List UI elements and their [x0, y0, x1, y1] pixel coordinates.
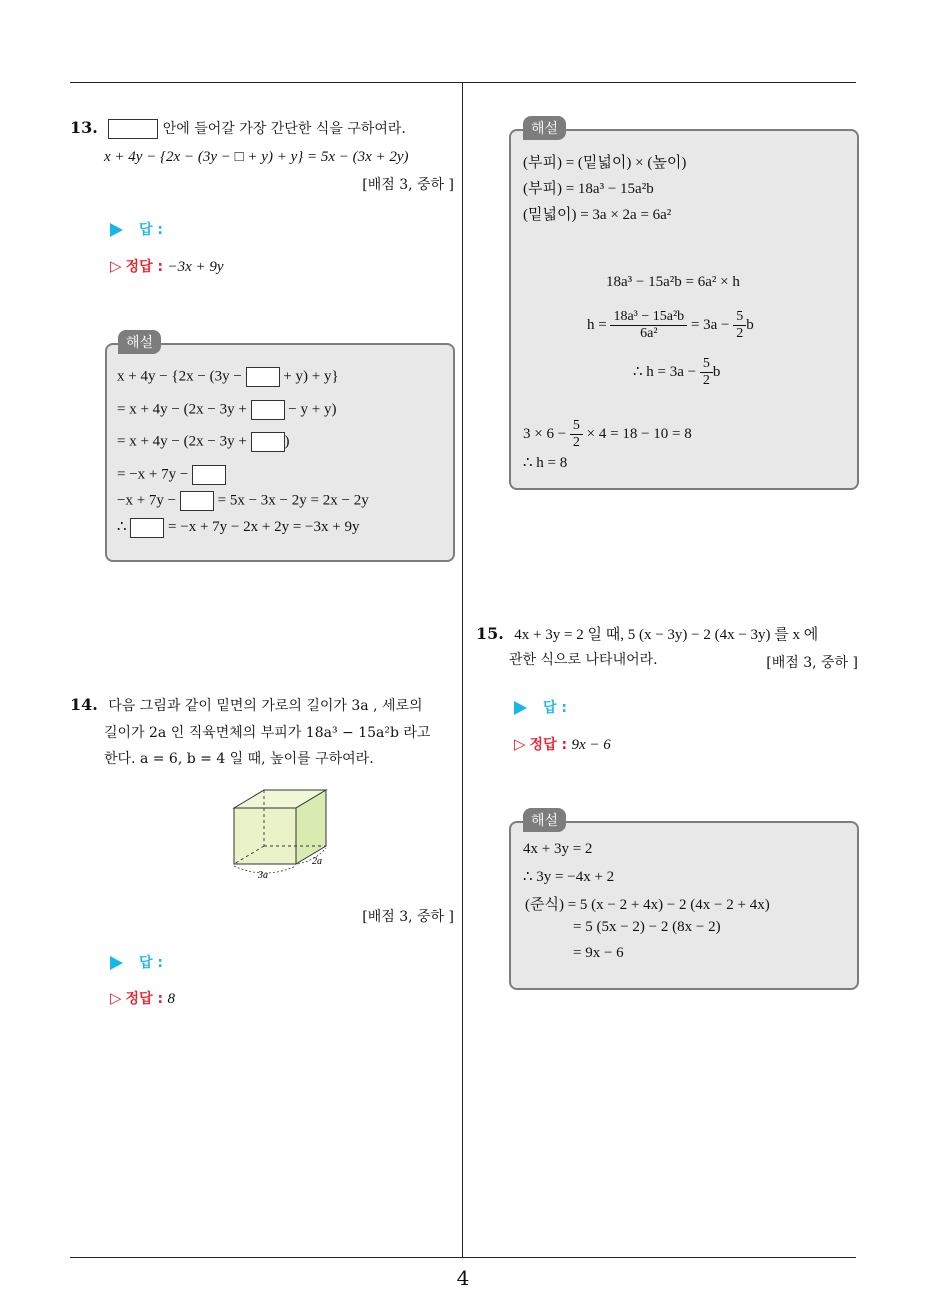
denominator: 6a² [640, 326, 658, 341]
question-15-answer [514, 697, 567, 717]
numerator: 18a³ − 15a²b [610, 309, 687, 326]
cuboid-front-face [234, 808, 296, 864]
solution-text: ∴ h = 3a − [633, 363, 697, 380]
solution-line: = 9x − 6 [573, 945, 624, 961]
answer-blank-box [251, 400, 285, 420]
solution-line [117, 432, 290, 452]
fraction [733, 309, 746, 342]
question-15-correct-answer [514, 734, 611, 754]
solution-text: = x + 4y − (2x − 3y + [117, 401, 247, 418]
solution-line [117, 517, 359, 538]
solution-line [117, 367, 339, 387]
solution-line: (밑넓이) = 3a × 2a = 6a² [523, 207, 672, 223]
solution-text: h = [587, 316, 607, 333]
solution-text: −x + 7y − [117, 492, 177, 509]
solution-tag: 해설 [523, 116, 566, 140]
correct-label: 정답 : [125, 991, 164, 1007]
expression: x + 4y − {2x − (3y − □ + y) + y} = 5x − (3x + 2y) [104, 149, 409, 165]
solution-line: (부피) = 18a³ − 15a²b [523, 181, 654, 197]
solution-line [523, 418, 692, 451]
solution-text: − y + y) [288, 401, 337, 418]
correct-value: 9x − 6 [571, 737, 611, 753]
answer-blank-box [108, 119, 158, 139]
question-14-line-2: 길이가 2a 인 직육면체의 부피가 18a³ − 15a²b 라고 [104, 725, 431, 741]
denominator: 2 [572, 435, 580, 450]
question-15-solution-box [509, 821, 859, 990]
outline-triangle-icon: ▷ [110, 257, 122, 275]
solution-tag: 해설 [523, 808, 566, 832]
solution-line: 4x + 3y = 2 [523, 841, 593, 857]
answer-label: 답 : [543, 700, 567, 716]
answer-blank-box [246, 367, 280, 387]
solution-text: x + 4y − {2x − (3y − [117, 368, 242, 385]
question-14 [70, 691, 460, 720]
denominator: 2 [736, 326, 744, 341]
question-prompt: 안에 들어갈 가장 간단한 식을 구하여라. [162, 121, 406, 137]
solution-line [117, 465, 226, 485]
question-15 [476, 620, 866, 649]
question-14-correct-answer [110, 988, 175, 1008]
bottom-rule [70, 1257, 856, 1258]
play-triangle-icon [110, 223, 123, 237]
answer-label: 답 : [139, 955, 163, 971]
solution-text: = −x + 7y − 2x + 2y = −3x + 9y [168, 519, 360, 535]
solution-text: ) [284, 433, 290, 450]
solution-text: = 5x − 3x − 2y = 2x − 2y [217, 492, 369, 509]
play-triangle-icon [514, 701, 527, 715]
solution-line: 18a³ − 15a²b = 6a² × h [606, 274, 740, 290]
question-14-score: [배점 3, 중하 ] [362, 909, 454, 925]
solution-text: × 4 = 18 − 10 = 8 [586, 425, 692, 442]
correct-label: 정답 : [529, 737, 568, 753]
question-13-expression [104, 143, 409, 171]
outline-triangle-icon: ▷ [110, 989, 122, 1007]
solution-line [633, 356, 720, 389]
question-number: 14. [70, 695, 98, 714]
width-label: 3a [258, 870, 268, 881]
therefore-symbol: ∴ [117, 519, 127, 535]
question-13-answer [110, 219, 163, 239]
question-prompt-line: 4x + 3y = 2 일 때, 5 (x − 3y) − 2 (4x − 3y) 를 x 에 [514, 627, 819, 643]
answer-blank-box [130, 518, 164, 538]
solution-line: ∴ h = 8 [523, 455, 568, 471]
answer-blank-box [192, 465, 226, 485]
question-prompt-line: 다음 그림과 같이 밑면의 가로의 길이가 3a , 세로의 [108, 698, 423, 714]
fraction [610, 309, 687, 342]
play-triangle-icon [110, 956, 123, 970]
column-divider [462, 82, 463, 1258]
solution-line [117, 400, 336, 420]
solution-line [587, 309, 754, 342]
question-14-line-3: 한다. a = 6, b = 4 일 때, 높이를 구하여라. [104, 751, 374, 767]
correct-label: 정답 : [125, 259, 164, 275]
solution-tag: 해설 [118, 330, 161, 354]
question-13-solution-box [105, 343, 455, 562]
solution-text: b [746, 316, 754, 333]
depth-label: 2a [312, 856, 322, 867]
outline-triangle-icon: ▷ [514, 735, 526, 753]
numerator: 5 [700, 356, 713, 373]
solution-line: (준식) = 5 (x − 2 + 4x) − 2 (4x − 2 + 4x) [525, 897, 770, 913]
question-14-answer [110, 952, 163, 972]
question-15-line-2: 관한 식으로 나타내어라. [509, 652, 658, 668]
solution-line: = 5 (5x − 2) − 2 (8x − 2) [573, 919, 721, 935]
solution-text: 3 × 6 − [523, 425, 567, 442]
fraction [700, 356, 713, 389]
question-13-correct-answer [110, 256, 224, 276]
answer-label: 답 : [139, 222, 163, 238]
solution-line: (부피) = (밑넓이) × (높이) [523, 155, 687, 171]
numerator: 5 [733, 309, 746, 326]
cuboid-figure [228, 786, 338, 882]
correct-value: −3x + 9y [167, 259, 224, 275]
solution-text: = x + 4y − (2x − 3y + [117, 433, 247, 450]
answer-blank-box [251, 432, 285, 452]
question-13 [70, 114, 460, 143]
question-number: 15. [476, 624, 504, 643]
solution-line: ∴ 3y = −4x + 2 [523, 869, 615, 885]
question-14-solution-box [509, 129, 859, 490]
denominator: 2 [702, 373, 710, 388]
correct-value: 8 [167, 991, 176, 1007]
fraction [570, 418, 583, 451]
question-15-score: [배점 3, 중하 ] [766, 655, 858, 671]
solution-text: b [712, 363, 721, 380]
question-number: 13. [70, 118, 98, 137]
solution-text: + y) + y} [283, 368, 339, 385]
page-number: 4 [456, 1266, 470, 1290]
solution-text: = 3a − [690, 316, 730, 333]
question-13-score: [배점 3, 중하 ] [362, 177, 454, 193]
answer-blank-box [180, 491, 214, 511]
numerator: 5 [570, 418, 583, 435]
solution-line [117, 491, 369, 511]
top-rule [70, 82, 856, 83]
solution-text: = −x + 7y − [117, 466, 189, 483]
